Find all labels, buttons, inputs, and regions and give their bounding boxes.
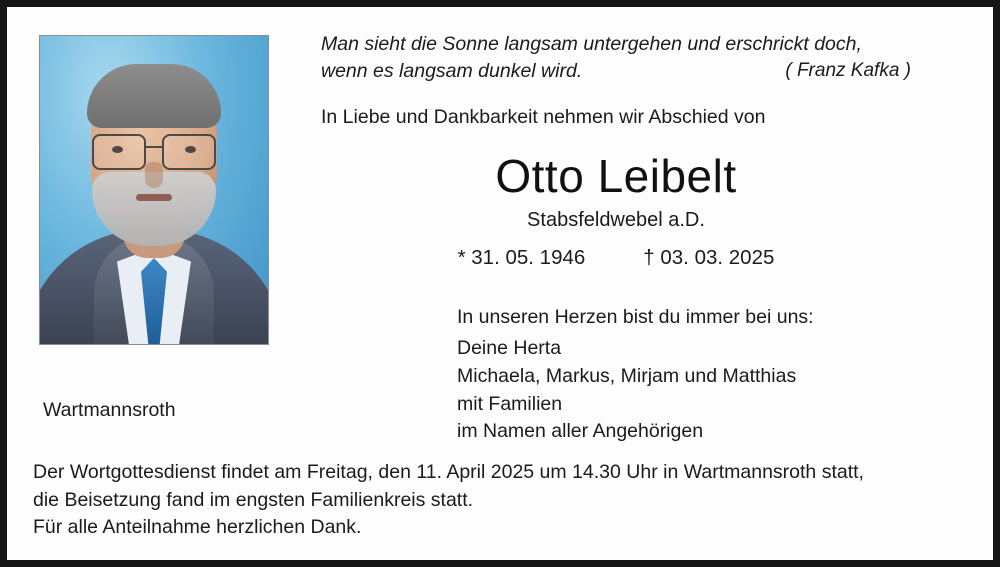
photo-mouth [136, 194, 172, 201]
service-info [33, 459, 967, 542]
service-line-2: die Beisetzung fand im engsten Familienkreis statt. [33, 488, 474, 511]
family-heading: In unseren Herzen bist du immer bei uns: [457, 305, 814, 328]
notice-top-area [33, 25, 967, 446]
deceased-name: Otto Leibelt [495, 149, 737, 202]
place-name: Wartmannsroth [43, 399, 176, 421]
photo-glasses-lens-left [92, 134, 146, 170]
death-date: † 03. 03. 2025 [643, 245, 775, 269]
family-line: Michaela, Markus, Mirjam und Matthias [457, 364, 797, 387]
photo-glasses-bridge [144, 146, 164, 148]
family-line: Deine Herta [457, 337, 562, 360]
deceased-rank: Stabsfeldwebel a.D. [527, 208, 705, 231]
birth-date: * 31. 05. 1946 [457, 245, 586, 269]
photo-column [33, 25, 297, 422]
notice-inner [7, 7, 993, 560]
photo-glasses [88, 134, 220, 168]
lead-line: In Liebe und Dankbarkeit nehmen wir Abschied von [321, 105, 766, 128]
text-column [297, 25, 967, 446]
quote-text: Man sieht die Sonne langsam untergehen und erschrickt doch, wenn es langsam dunkel wird. [321, 33, 862, 83]
family-line: mit Familien [457, 392, 563, 415]
service-line-3: Für alle Anteilnahme herzlichen Dank. [33, 516, 362, 539]
portrait-photo [39, 35, 269, 345]
quote-attribution: ( Franz Kafka ) [785, 59, 911, 81]
service-line-1: Der Wortgottesdienst findet am Freitag, den 11. April 2025 um 14.30 Uhr in Wartmannsroth statt, [33, 460, 864, 483]
photo-glasses-lens-right [162, 134, 216, 170]
family-line: im Namen aller Angehörigen [457, 420, 704, 443]
family-block [321, 304, 967, 446]
life-dates [321, 246, 911, 270]
photo-hair [87, 64, 221, 128]
